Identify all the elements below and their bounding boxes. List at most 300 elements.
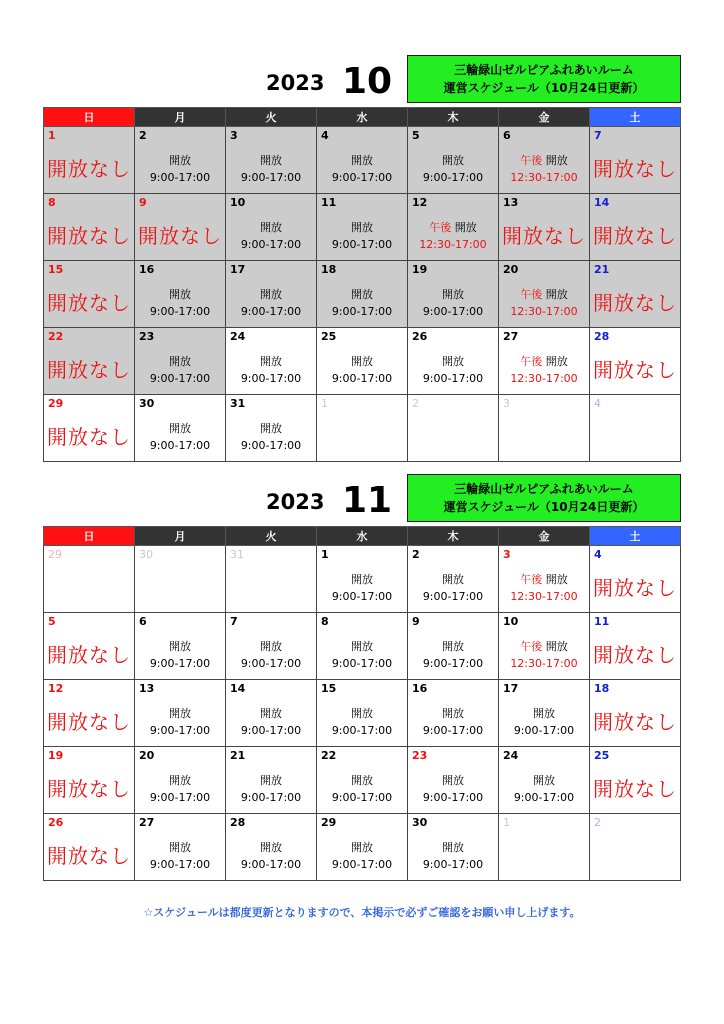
day-number: 12 — [48, 682, 64, 695]
open-hours — [135, 772, 225, 806]
hours-label: 9:00-17:00 — [331, 724, 393, 737]
day-number: 21 — [230, 749, 246, 762]
open-hours — [408, 286, 498, 320]
open-hours — [226, 772, 316, 806]
day-cell — [135, 395, 226, 462]
day-number: 3 — [503, 397, 510, 410]
day-cell — [44, 127, 135, 194]
hours-label: 9:00-17:00 — [422, 171, 484, 184]
hours-label: 9:00-17:00 — [240, 657, 302, 670]
day-cell — [44, 194, 135, 261]
day-number: 12 — [412, 196, 428, 209]
day-cell — [408, 261, 499, 328]
hours-label: 12:30-17:00 — [510, 590, 578, 603]
open-label: 開放 — [260, 640, 282, 653]
day-cell — [590, 194, 681, 261]
day-cell — [408, 395, 499, 462]
day-number: 15 — [48, 263, 64, 276]
day-number: 8 — [321, 615, 329, 628]
open-hours — [408, 353, 498, 387]
open-label: 開放 — [533, 707, 555, 720]
weekday-mon: 月 — [135, 108, 226, 127]
week-row — [44, 395, 681, 462]
day-number: 11 — [321, 196, 337, 209]
day-number: 10 — [503, 615, 519, 628]
hours-label: 9:00-17:00 — [149, 171, 211, 184]
hours-label: 9:00-17:00 — [240, 724, 302, 737]
open-hours — [135, 638, 225, 672]
day-cell — [408, 747, 499, 814]
weekday-header-row — [44, 527, 681, 546]
week-row — [44, 127, 681, 194]
week-row — [44, 814, 681, 881]
day-cell — [499, 613, 590, 680]
weekday-sun: 日 — [44, 108, 135, 127]
open-hours — [135, 286, 225, 320]
closed-label: 開放なし — [502, 224, 586, 248]
closed-label: 開放なし — [593, 358, 677, 382]
day-cell — [408, 814, 499, 881]
open-hours — [226, 839, 316, 873]
day-cell — [135, 814, 226, 881]
day-cell — [135, 613, 226, 680]
open-label: 開放 — [351, 154, 373, 167]
afternoon-open-line — [499, 152, 589, 169]
closed-label: 開放なし — [593, 224, 677, 248]
schedule-update-note: 運営スケジュール（10月24日更新） — [443, 81, 645, 95]
hours-label: 9:00-17:00 — [149, 657, 211, 670]
day-cell — [135, 127, 226, 194]
weekday-wed: 水 — [317, 108, 408, 127]
day-cell — [44, 680, 135, 747]
day-number: 8 — [48, 196, 56, 209]
day-cell — [135, 194, 226, 261]
day-number: 3 — [230, 129, 238, 142]
day-number: 20 — [139, 749, 155, 762]
weekday-fri: 金 — [499, 527, 590, 546]
day-number: 18 — [594, 682, 610, 695]
day-number: 18 — [321, 263, 337, 276]
open-label: 開放 — [169, 422, 191, 435]
open-label: 開放 — [351, 355, 373, 368]
day-number: 7 — [230, 615, 238, 628]
open-hours — [135, 705, 225, 739]
day-cell — [408, 546, 499, 613]
closed-label: 開放なし — [47, 157, 131, 181]
open-label: 開放 — [260, 221, 282, 234]
open-label: 開放 — [454, 221, 477, 234]
afternoon-open-line — [499, 286, 589, 303]
open-label: 開放 — [351, 640, 373, 653]
closed-label: 開放なし — [593, 291, 677, 315]
afternoon-open-line — [499, 353, 589, 370]
day-cell — [135, 680, 226, 747]
weekday-thu: 木 — [408, 108, 499, 127]
closed-label: 開放なし — [47, 777, 131, 801]
day-cell — [44, 261, 135, 328]
open-label: 開放 — [260, 355, 282, 368]
facility-info-box — [407, 474, 681, 522]
hours-label: 9:00-17:00 — [513, 724, 575, 737]
weekday-mon: 月 — [135, 527, 226, 546]
open-hours — [408, 152, 498, 186]
day-cell — [317, 814, 408, 881]
day-cell — [317, 613, 408, 680]
afternoon-label: 午後 — [520, 573, 543, 586]
day-cell — [226, 546, 317, 613]
week-row — [44, 546, 681, 613]
closed-label: 開放なし — [47, 291, 131, 315]
day-number: 29 — [48, 397, 64, 410]
day-number: 14 — [230, 682, 246, 695]
open-label: 開放 — [545, 640, 568, 653]
open-hours — [408, 705, 498, 739]
hours-label: 9:00-17:00 — [240, 238, 302, 251]
day-cell — [226, 613, 317, 680]
hours-label: 9:00-17:00 — [422, 305, 484, 318]
day-number: 31 — [230, 548, 244, 561]
afternoon-open-line — [408, 219, 498, 236]
weekday-tue: 火 — [226, 108, 317, 127]
month-block-november — [43, 474, 681, 881]
open-label: 開放 — [351, 221, 373, 234]
closed-label: 開放なし — [47, 358, 131, 382]
closed-label: 開放なし — [138, 224, 222, 248]
hours-label: 12:30-17:00 — [510, 305, 578, 318]
open-label: 開放 — [351, 288, 373, 301]
open-hours — [499, 705, 589, 739]
hours-label: 12:30-17:00 — [510, 372, 578, 385]
open-label: 開放 — [169, 774, 191, 787]
hours-label: 9:00-17:00 — [240, 305, 302, 318]
open-label: 開放 — [260, 154, 282, 167]
open-hours — [226, 638, 316, 672]
day-cell — [135, 546, 226, 613]
day-cell — [590, 261, 681, 328]
open-label: 開放 — [442, 640, 464, 653]
closed-label: 開放なし — [593, 710, 677, 734]
open-hours — [317, 219, 407, 253]
day-number: 5 — [48, 615, 56, 628]
day-number: 24 — [230, 330, 246, 343]
day-number: 22 — [321, 749, 337, 762]
open-label: 開放 — [169, 355, 191, 368]
day-number: 21 — [594, 263, 610, 276]
closed-label: 開放なし — [47, 224, 131, 248]
day-cell — [499, 261, 590, 328]
day-number: 7 — [594, 129, 602, 142]
open-label: 開放 — [545, 355, 568, 368]
closed-label: 開放なし — [593, 777, 677, 801]
open-label: 開放 — [351, 774, 373, 787]
day-number: 11 — [594, 615, 610, 628]
facility-name: 三輪緑山ゼルピアふれあいルーム — [454, 482, 634, 496]
week-row — [44, 328, 681, 395]
day-cell — [226, 127, 317, 194]
open-hours — [226, 219, 316, 253]
day-cell — [590, 127, 681, 194]
day-number: 4 — [321, 129, 329, 142]
hours-label: 9:00-17:00 — [240, 171, 302, 184]
open-hours-afternoon — [499, 571, 589, 605]
open-label: 開放 — [169, 707, 191, 720]
year-label: 2023 — [266, 71, 325, 95]
day-cell — [317, 127, 408, 194]
day-number: 13 — [503, 196, 519, 209]
weekday-sat: 土 — [590, 108, 681, 127]
closed-label: 開放なし — [593, 643, 677, 667]
open-hours — [317, 772, 407, 806]
day-cell — [590, 395, 681, 462]
day-cell — [317, 261, 408, 328]
hours-label: 9:00-17:00 — [240, 858, 302, 871]
year-label: 2023 — [266, 490, 325, 514]
day-cell — [408, 328, 499, 395]
hours-label: 9:00-17:00 — [422, 657, 484, 670]
hours-label: 12:30-17:00 — [419, 238, 487, 251]
open-hours — [135, 839, 225, 873]
open-hours — [408, 772, 498, 806]
day-number: 15 — [321, 682, 337, 695]
day-cell — [317, 395, 408, 462]
hours-label: 9:00-17:00 — [240, 372, 302, 385]
day-number: 1 — [503, 816, 510, 829]
facility-info-box — [407, 55, 681, 103]
day-number: 9 — [412, 615, 420, 628]
weekday-thu: 木 — [408, 527, 499, 546]
day-cell — [499, 546, 590, 613]
open-label: 開放 — [442, 154, 464, 167]
hours-label: 9:00-17:00 — [422, 590, 484, 603]
day-number: 29 — [321, 816, 337, 829]
day-cell — [226, 680, 317, 747]
day-number: 10 — [230, 196, 246, 209]
day-cell — [135, 261, 226, 328]
day-cell — [44, 613, 135, 680]
hours-label: 9:00-17:00 — [422, 724, 484, 737]
month-header — [43, 55, 681, 107]
open-label: 開放 — [442, 707, 464, 720]
open-hours — [317, 152, 407, 186]
open-hours-afternoon — [499, 286, 589, 320]
calendar-table — [43, 107, 681, 462]
closed-label: 開放なし — [593, 157, 677, 181]
day-number: 20 — [503, 263, 519, 276]
schedule-update-note: 運営スケジュール（10月24日更新） — [443, 500, 645, 514]
open-hours — [408, 571, 498, 605]
day-number: 2 — [412, 397, 419, 410]
day-number: 13 — [139, 682, 155, 695]
day-number: 16 — [139, 263, 155, 276]
afternoon-open-line — [499, 638, 589, 655]
day-number: 1 — [321, 548, 329, 561]
open-hours — [317, 705, 407, 739]
day-cell — [408, 127, 499, 194]
hours-label: 9:00-17:00 — [149, 439, 211, 452]
open-hours — [408, 638, 498, 672]
open-label: 開放 — [169, 154, 191, 167]
open-hours — [226, 705, 316, 739]
day-number: 19 — [412, 263, 428, 276]
day-number: 19 — [48, 749, 64, 762]
open-label: 開放 — [442, 841, 464, 854]
day-number: 2 — [594, 816, 601, 829]
day-number: 17 — [230, 263, 246, 276]
day-number: 4 — [594, 397, 601, 410]
open-hours — [135, 420, 225, 454]
day-number: 28 — [594, 330, 610, 343]
weekday-fri: 金 — [499, 108, 590, 127]
day-cell — [499, 395, 590, 462]
day-number: 6 — [503, 129, 511, 142]
day-cell — [226, 395, 317, 462]
day-cell — [226, 747, 317, 814]
afternoon-label: 午後 — [520, 640, 543, 653]
day-cell — [317, 328, 408, 395]
closed-label: 開放なし — [47, 710, 131, 734]
day-number: 23 — [412, 749, 428, 762]
day-cell — [317, 747, 408, 814]
day-cell — [44, 546, 135, 613]
open-label: 開放 — [545, 573, 568, 586]
day-number: 25 — [594, 749, 610, 762]
open-hours-afternoon — [499, 353, 589, 387]
hours-label: 12:30-17:00 — [510, 657, 578, 670]
day-number: 2 — [412, 548, 420, 561]
hours-label: 9:00-17:00 — [331, 590, 393, 603]
day-cell — [44, 328, 135, 395]
hours-label: 9:00-17:00 — [240, 791, 302, 804]
hours-label: 9:00-17:00 — [422, 372, 484, 385]
afternoon-open-line — [499, 571, 589, 588]
open-label: 開放 — [260, 288, 282, 301]
day-cell — [226, 194, 317, 261]
day-number: 1 — [321, 397, 328, 410]
facility-name: 三輪緑山ゼルピアふれあいルーム — [454, 63, 634, 77]
hours-label: 9:00-17:00 — [149, 372, 211, 385]
day-cell — [317, 194, 408, 261]
footer-notice: ☆スケジュールは都度更新となりますので、本掲示で必ずご確認をお願い申し上げます。 — [143, 906, 581, 919]
hours-label: 9:00-17:00 — [331, 657, 393, 670]
day-number: 5 — [412, 129, 420, 142]
day-cell — [590, 814, 681, 881]
open-label: 開放 — [260, 841, 282, 854]
day-cell — [317, 680, 408, 747]
open-label: 開放 — [442, 573, 464, 586]
day-cell — [226, 328, 317, 395]
open-hours — [499, 772, 589, 806]
week-row — [44, 747, 681, 814]
open-label: 開放 — [545, 288, 568, 301]
hours-label: 12:30-17:00 — [510, 171, 578, 184]
weekday-sun: 日 — [44, 527, 135, 546]
day-number: 17 — [503, 682, 519, 695]
day-cell — [135, 328, 226, 395]
hours-label: 9:00-17:00 — [149, 724, 211, 737]
open-hours — [408, 839, 498, 873]
day-number: 27 — [139, 816, 155, 829]
day-number: 25 — [321, 330, 337, 343]
open-label: 開放 — [545, 154, 568, 167]
week-row — [44, 261, 681, 328]
open-hours — [226, 286, 316, 320]
open-hours — [226, 420, 316, 454]
day-number: 31 — [230, 397, 246, 410]
calendar-body — [44, 546, 681, 881]
month-number: 10 — [342, 61, 393, 102]
open-hours — [135, 152, 225, 186]
open-label: 開放 — [169, 288, 191, 301]
day-cell — [44, 747, 135, 814]
weekday-sat: 土 — [590, 527, 681, 546]
day-cell — [590, 546, 681, 613]
open-label: 開放 — [442, 355, 464, 368]
open-label: 開放 — [351, 841, 373, 854]
open-label: 開放 — [260, 774, 282, 787]
open-hours — [317, 571, 407, 605]
week-row — [44, 680, 681, 747]
hours-label: 9:00-17:00 — [149, 858, 211, 871]
open-hours-afternoon — [499, 638, 589, 672]
day-number: 30 — [139, 397, 155, 410]
week-row — [44, 613, 681, 680]
open-label: 開放 — [442, 288, 464, 301]
open-label: 開放 — [351, 573, 373, 586]
day-number: 30 — [139, 548, 153, 561]
day-number: 14 — [594, 196, 610, 209]
open-label: 開放 — [442, 774, 464, 787]
weekday-header-row — [44, 108, 681, 127]
day-number: 26 — [412, 330, 428, 343]
day-cell — [499, 747, 590, 814]
day-cell — [226, 261, 317, 328]
day-cell — [317, 546, 408, 613]
month-block-october — [43, 55, 681, 462]
day-cell — [499, 127, 590, 194]
day-number: 3 — [503, 548, 511, 561]
hours-label: 9:00-17:00 — [331, 372, 393, 385]
day-cell — [499, 328, 590, 395]
open-label: 開放 — [169, 640, 191, 653]
day-cell — [590, 613, 681, 680]
open-hours — [317, 286, 407, 320]
weekday-wed: 水 — [317, 527, 408, 546]
day-cell — [590, 680, 681, 747]
open-label: 開放 — [260, 707, 282, 720]
open-hours — [135, 353, 225, 387]
open-label: 開放 — [533, 774, 555, 787]
hours-label: 9:00-17:00 — [331, 171, 393, 184]
hours-label: 9:00-17:00 — [149, 791, 211, 804]
day-number: 29 — [48, 548, 62, 561]
hours-label: 9:00-17:00 — [422, 858, 484, 871]
weekday-tue: 火 — [226, 527, 317, 546]
month-header — [43, 474, 681, 526]
day-cell — [408, 194, 499, 261]
hours-label: 9:00-17:00 — [331, 858, 393, 871]
day-cell — [44, 814, 135, 881]
hours-label: 9:00-17:00 — [513, 791, 575, 804]
day-number: 1 — [48, 129, 56, 142]
day-number: 22 — [48, 330, 64, 343]
day-cell — [44, 395, 135, 462]
closed-label: 開放なし — [47, 844, 131, 868]
day-cell — [590, 747, 681, 814]
week-row — [44, 194, 681, 261]
day-cell — [499, 680, 590, 747]
day-cell — [590, 328, 681, 395]
closed-label: 開放なし — [47, 425, 131, 449]
